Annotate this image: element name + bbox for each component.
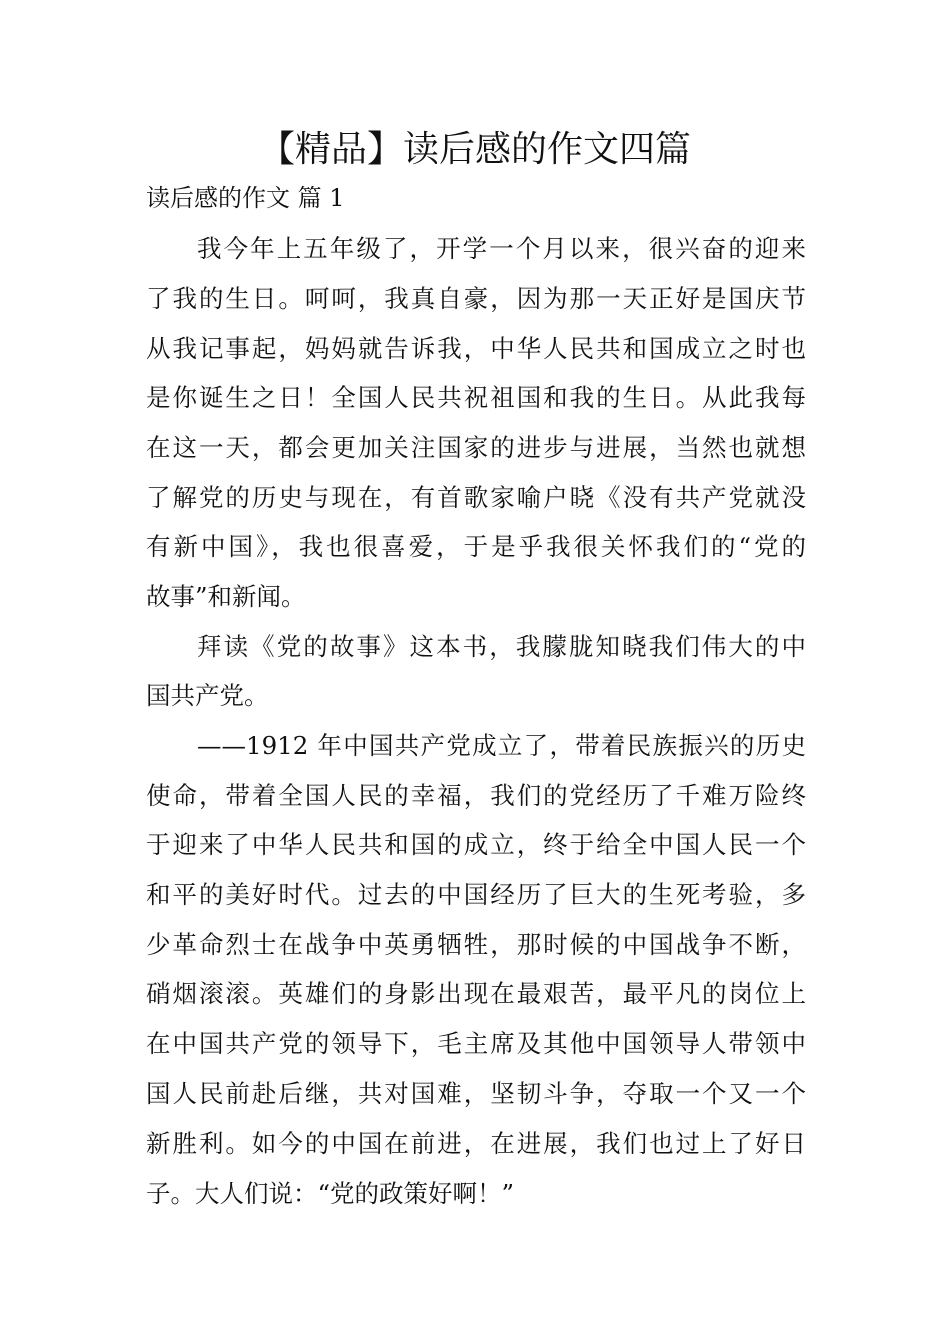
paragraph-line: 于迎来了中华人民共和国的成立，终于给全中国人民一个	[146, 830, 806, 859]
section-heading: 读后感的作文 篇 1	[146, 184, 345, 212]
paragraph-line: 子。大人们说：“党的政策好啊！”	[146, 1179, 515, 1208]
paragraph-line: 是你诞生之日！全国人民共祝祖国和我的生日。从此我每	[146, 383, 806, 412]
paragraph-line: 拜读《党的故事》这本书，我朦胧知晓我们伟大的中	[197, 632, 806, 661]
document-title: 【精品】读后感的作文四篇	[258, 129, 691, 170]
paragraph-line: ——1912 年中国共产党成立了，带着民族振兴的历史	[197, 731, 806, 760]
paragraph-line: 故事”和新闻。	[146, 582, 306, 611]
paragraph-line: 国人民前赴后继，共对国难，坚韧斗争，夺取一个又一个	[146, 1079, 806, 1108]
paragraph-line: 在中国共产党的领导下，毛主席及其他中国领导人带领中	[146, 1029, 806, 1058]
paragraph-line: 了解党的历史与现在，有首歌家喻户晓《没有共产党就没	[146, 483, 806, 512]
paragraph-line: 我今年上五年级了，开学一个月以来，很兴奋的迎来	[197, 234, 806, 263]
paragraph-line: 有新中国》，我也很喜爱，于是乎我很关怀我们的“党的	[146, 532, 806, 561]
paragraph-line: 国共产党。	[146, 681, 269, 710]
paragraph-line: 从我记事起，妈妈就告诉我，中华人民共和国成立之时也	[146, 334, 806, 363]
paragraph-line: 和平的美好时代。过去的中国经历了巨大的生死考验，多	[146, 880, 806, 909]
paragraph-line: 了我的生日。呵呵，我真自豪，因为那一天正好是国庆节	[146, 284, 806, 313]
paragraph-line: 在这一天，都会更加关注国家的进步与进展，当然也就想	[146, 433, 806, 462]
paragraph-line: 使命，带着全国人民的幸福，我们的党经历了千难万险终	[146, 781, 806, 810]
paragraph-line: 硝烟滚滚。英雄们的身影出现在最艰苦，最平凡的岗位上	[146, 979, 806, 1008]
paragraph-line: 少革命烈士在战争中英勇牺牲，那时候的中国战争不断，	[146, 930, 806, 959]
paragraph-line: 新胜利。如今的中国在前进，在进展，我们也过上了好日	[146, 1129, 806, 1158]
